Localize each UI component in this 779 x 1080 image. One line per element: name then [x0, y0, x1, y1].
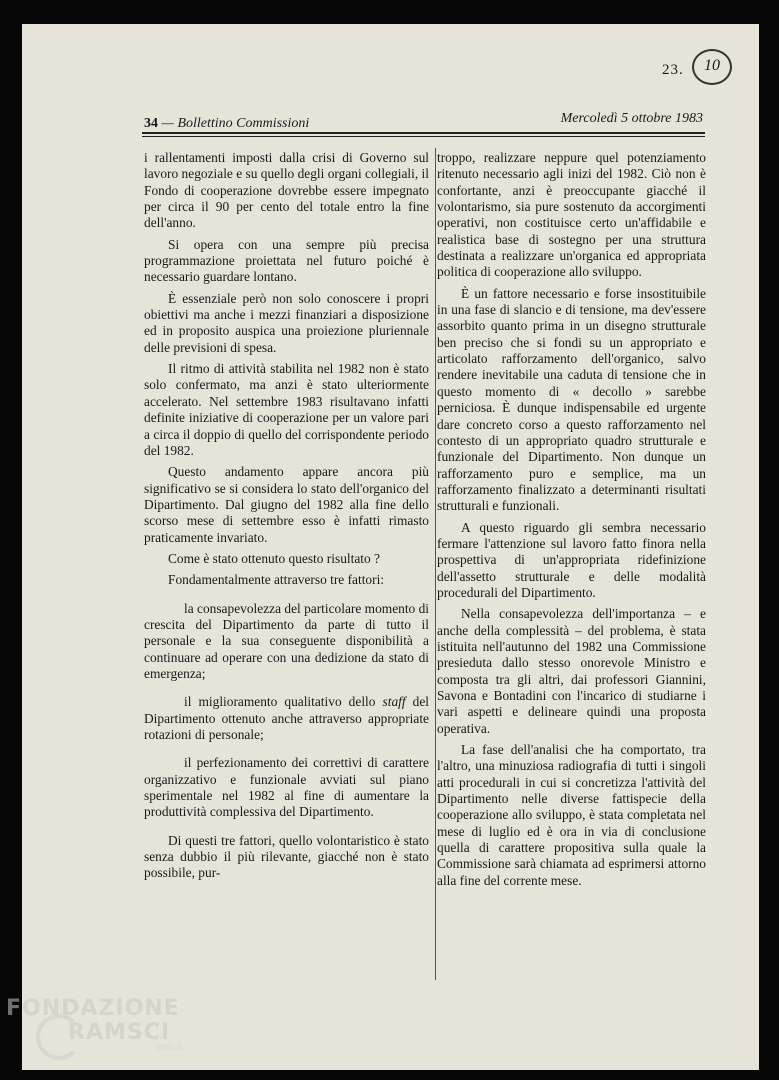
paragraph: i rallentamenti imposti dalla crisi di Governo sul lavoro negoziale e su quello degli organi collegiali, il Fondo di cooperazione dovrebbe essere impegnato per circa il 90 per cento del totale entro la fine dell'anno. [144, 150, 429, 231]
list-item: la consapevolezza del particolare momento di crescita del Dipartimento da parte di tutto il personale e la sua conseguente disponibilità a continuare ad operare con una dedizione da stato di emergenza; [144, 600, 430, 681]
fondazione-gramsci-watermark [6, 996, 196, 1080]
paragraph: La fase dell'analisi che ha comportato, tra l'altro, una minuziosa radiografia di tutti i singoli atti procedurali in cui si concretizza l'attività del Dipartimento nelle diverse fattispecie della cooperazione allo sviluppo, è stata completata nel mese di luglio ed è ora in via di conclusione quella di carattere propositiva sulla quale la Commissione sarà chiamata ad esprimersi attorno alla fine del corrente mese. [437, 742, 706, 888]
paragraph: È un fattore necessario e forse insostituibile in una fase di slancio e di tensione, ma dev'essere assorbito quanto prima in un disegno strutturale ben preciso che si fondi su un appropriato e articolato rafforzamento dell'organico, salvo rendere inevitabile una caduta di tensione che in questo momento di « decollo » sarebbe perniciosa. È dunque indispensabile ed urgente dare concreto corso a questo rafforzamento nel contesto di un appropriato quadro strutturale e funzionale del Dipartimento. Non dunque un rafforzamento puro e semplice, ma un rafforzamento finalizzato a determinanti risultati strutturali e funzionali. [437, 285, 706, 514]
header-rule [142, 132, 705, 134]
header-page-number: 34 [144, 116, 158, 131]
paragraph: Questo andamento appare ancora più significativo se si considera lo stato dell'organico del Dipartimento. Dal giugno del 1982 alla fine dello scorso mese di settembre esso è infatti rimasto praticamente invariato. [144, 464, 429, 545]
paragraph: Di questi tre fattori, quello volontaristico è stato senza dubbio il più rilevante, giacché non è stato possibile, pur- [144, 832, 429, 881]
paragraph: Si opera con una sempre più precisa programmazione proiettata nel futuro poiché è necessario guardare lontano. [144, 236, 429, 285]
list-item: il miglioramento qualitativo dello staff del Dipartimento ottenuto anche attraverso appropriate rotazioni di personale; [144, 694, 429, 742]
right-column [437, 150, 706, 894]
watermark-line2: RAMSCI [68, 1020, 171, 1045]
paragraph: Nella consapevolezza dell'importanza – e anche della complessità – del problema, è stata istituita nell'autunno del 1982 una Commissione presieduta dallo stesso onorevole Ministro e composta tra gli altri, dai professori Giannini, Savona e Bontadini con l'incarico di studiarne i vari aspetti e delineare quindi una proposta operativa. [437, 606, 706, 736]
header-left [144, 116, 309, 132]
document-page [22, 24, 759, 1070]
column-divider [435, 148, 436, 980]
circled-number: 10 [692, 49, 732, 85]
left-column [144, 150, 429, 887]
header-rule-thin [142, 136, 705, 137]
list-item: il perfezionamento dei correttivi di carattere organizzativo e funzionale avviati sul piano sperimentale nel 1982 al fine di aumentare la produttività complessiva del Dipartimento. [144, 755, 429, 820]
watermark-line1: FONDAZIONE [6, 996, 180, 1021]
header-publication-title: — Bollettino Commissioni [161, 116, 310, 131]
watermark-line3: onlus [156, 1042, 183, 1053]
header-date: Mercoledì 5 ottobre 1983 [560, 111, 703, 126]
paragraph: A questo riguardo gli sembra necessario fermare l'attenzione sul lavoro fatto finora nella prospettiva di un'appropriata ridefinizione dell'assetto strutturale e delle modalità procedurali del Dipartimento. [437, 519, 706, 600]
page-number: 23. [662, 62, 684, 78]
paragraph: Come è stato ottenuto questo risultato ? [168, 550, 380, 566]
paragraph: È essenziale però non solo conoscere i propri obiettivi ma anche i mezzi finanziari a disposizione ed in proposito auspica una proiezione pluriennale delle previsioni di spesa. [144, 290, 429, 355]
paragraph: troppo, realizzare neppure quel potenziamento ritenuto necessario agli inizi del 1982. Ciò non è confortante, anzi è preoccupante giacché il volontarismo, sia pure sostenuto da accorgimenti operativi, non costituisce certo un'affidabile e realistica base di sostegno per una struttura destinata a realizzare un'organica ed appropriata politica di cooperazione allo sviluppo. [437, 150, 706, 280]
paragraph: Fondamentalmente attraverso tre fattori: [168, 572, 385, 588]
paragraph: Il ritmo di attività stabilita nel 1982 non è stato solo confermato, ma anzi è stato ulteriormente accelerato. Nel settembre 1983 risultavano infatti definite iniziative di cooperazione per un valore pari a circa il doppio di quello del corrispondente periodo del 1982. [144, 361, 429, 458]
